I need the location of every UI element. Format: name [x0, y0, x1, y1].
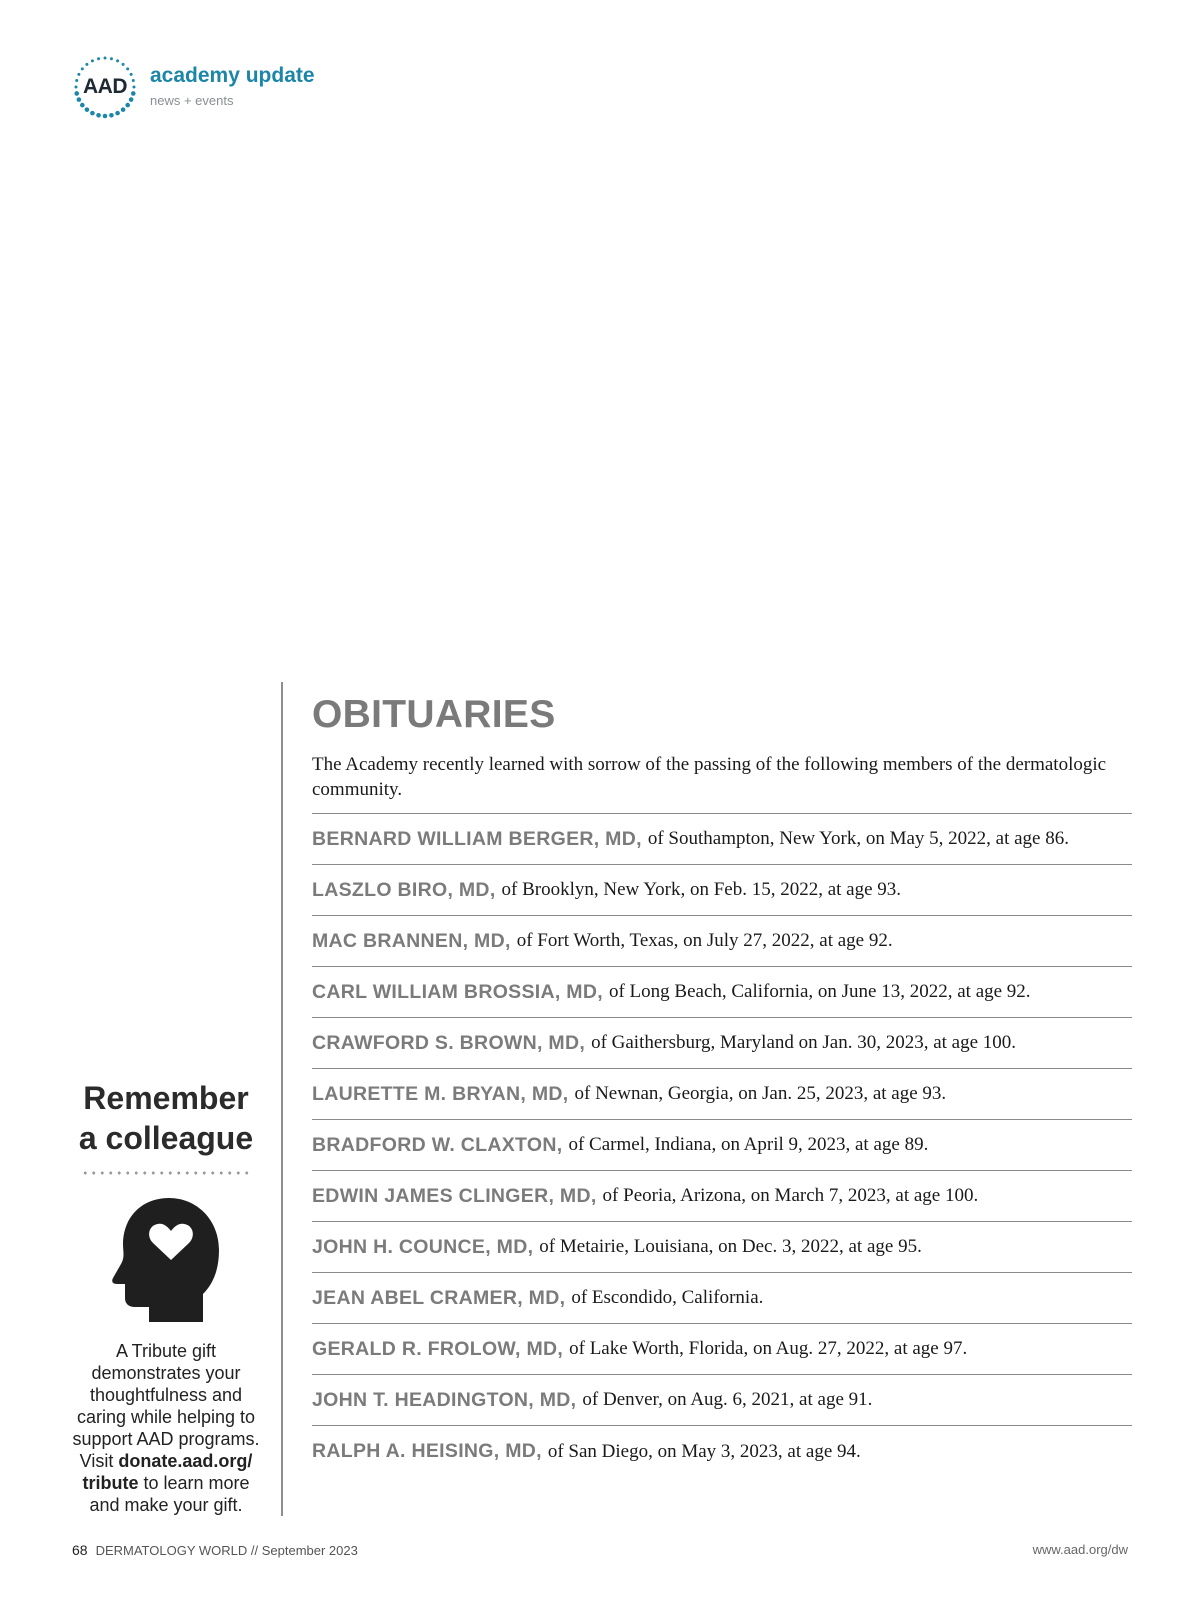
- obituary-name: RALPH A. HEISING, MD,: [312, 1440, 542, 1462]
- obituary-name: JOHN T. HEADINGTON, MD,: [312, 1388, 577, 1411]
- obituary-detail: of San Diego, on May 3, 2023, at age 94.: [547, 1440, 861, 1462]
- obituary-entry: [312, 1222, 1132, 1273]
- obituary-detail: of Escondido, California.: [571, 1287, 764, 1308]
- obituary-name: JOHN H. COUNCE, MD,: [312, 1235, 534, 1258]
- section-subtitle: news + events: [150, 93, 234, 108]
- obituary-entry: [312, 865, 1132, 916]
- obituary-detail: of Fort Worth, Texas, on July 27, 2022, at age 92.: [516, 930, 893, 951]
- aad-logo: [72, 54, 138, 120]
- obituary-name: CRAWFORD S. BROWN, MD,: [312, 1031, 586, 1054]
- sidebar-body: [68, 1340, 264, 1516]
- obituary-detail: of Newnan, Georgia, on Jan. 25, 2023, at age 93.: [574, 1083, 947, 1104]
- sidebar-heading: [68, 1078, 264, 1158]
- obituary-name: BRADFORD W. CLAXTON,: [312, 1133, 563, 1156]
- obituary-detail: of Long Beach, California, on June 13, 2022, at age 92.: [608, 981, 1031, 1002]
- obituary-detail: of Lake Worth, Florida, on Aug. 27, 2022, at age 97.: [569, 1338, 968, 1359]
- page-number: 68: [72, 1542, 88, 1558]
- obituary-detail: of Brooklyn, New York, on Feb. 15, 2022, at age 93.: [501, 879, 902, 900]
- obituary-name: LAURETTE M. BRYAN, MD,: [312, 1082, 569, 1105]
- obituary-detail: of Peoria, Arizona, on March 7, 2023, at age 100.: [602, 1185, 979, 1206]
- tribute-sidebar: [68, 1078, 264, 1516]
- obituary-entry: [312, 1120, 1132, 1171]
- obituary-name: JEAN ABEL CRAMER, MD,: [312, 1286, 566, 1309]
- obituary-entry: [312, 967, 1132, 1018]
- obituary-entry: [312, 916, 1132, 967]
- obituary-detail: of Denver, on Aug. 6, 2021, at age 91.: [582, 1389, 873, 1410]
- sidebar-heading-line1: Remember: [83, 1080, 249, 1116]
- obituary-detail: of Metairie, Louisiana, on Dec. 3, 2022, at age 95.: [539, 1236, 922, 1257]
- dotted-divider: [81, 1170, 251, 1176]
- obituary-name: BERNARD WILLIAM BERGER, MD,: [312, 827, 642, 850]
- obituary-entry: [312, 1324, 1132, 1375]
- sidebar-text-before: A Tribute gift demonstrates your thoughtfulness and caring while helping to support AAD programs. Visit: [72, 1341, 260, 1471]
- obituary-name: MAC BRANNEN, MD,: [312, 929, 511, 952]
- tribute-link[interactable]: donate.aad.org/ tribute: [82, 1451, 253, 1493]
- obituary-name: GERALD R. FROLOW, MD,: [312, 1337, 564, 1360]
- sidebar-text-after: to learn more and make your gift.: [89, 1473, 250, 1515]
- logo-text: AAD: [83, 75, 127, 98]
- page-title: OBITUARIES: [312, 693, 556, 736]
- publication-info: DERMATOLOGY WORLD // September 2023: [95, 1543, 358, 1558]
- obituary-entry: [312, 1426, 1132, 1477]
- obituary-detail: of Gaithersburg, Maryland on Jan. 30, 2023, at age 100.: [591, 1032, 1017, 1053]
- obituary-entry: [312, 1069, 1132, 1120]
- obituary-name: CARL WILLIAM BROSSIA, MD,: [312, 980, 603, 1003]
- obituary-entry: [312, 1273, 1132, 1324]
- section-title: academy update: [150, 64, 315, 87]
- obituary-detail: of Southampton, New York, on May 5, 2022, at age 86.: [647, 828, 1069, 849]
- obituary-name: EDWIN JAMES CLINGER, MD,: [312, 1184, 597, 1207]
- obituary-entry: [312, 814, 1132, 865]
- intro-paragraph: The Academy recently learned with sorrow of the passing of the following members of the dermatologic community.: [312, 752, 1132, 814]
- obituary-entry: [312, 1171, 1132, 1222]
- obituary-name: LASZLO BIRO, MD,: [312, 878, 496, 901]
- obituary-entry: [312, 1018, 1132, 1069]
- obituaries-section: [312, 690, 1132, 1477]
- sidebar-heading-line2: a colleague: [78, 1120, 254, 1156]
- footer-url[interactable]: www.aad.org/dw: [1032, 1542, 1128, 1557]
- vertical-rule: [281, 682, 283, 1516]
- obituary-detail: of Carmel, Indiana, on April 9, 2023, at age 89.: [568, 1134, 929, 1155]
- obituary-entry: [312, 1375, 1132, 1426]
- obituary-list: [312, 814, 1132, 1477]
- masthead: [72, 52, 315, 122]
- head-heart-icon: [111, 1194, 221, 1324]
- footer-left: [72, 1542, 358, 1558]
